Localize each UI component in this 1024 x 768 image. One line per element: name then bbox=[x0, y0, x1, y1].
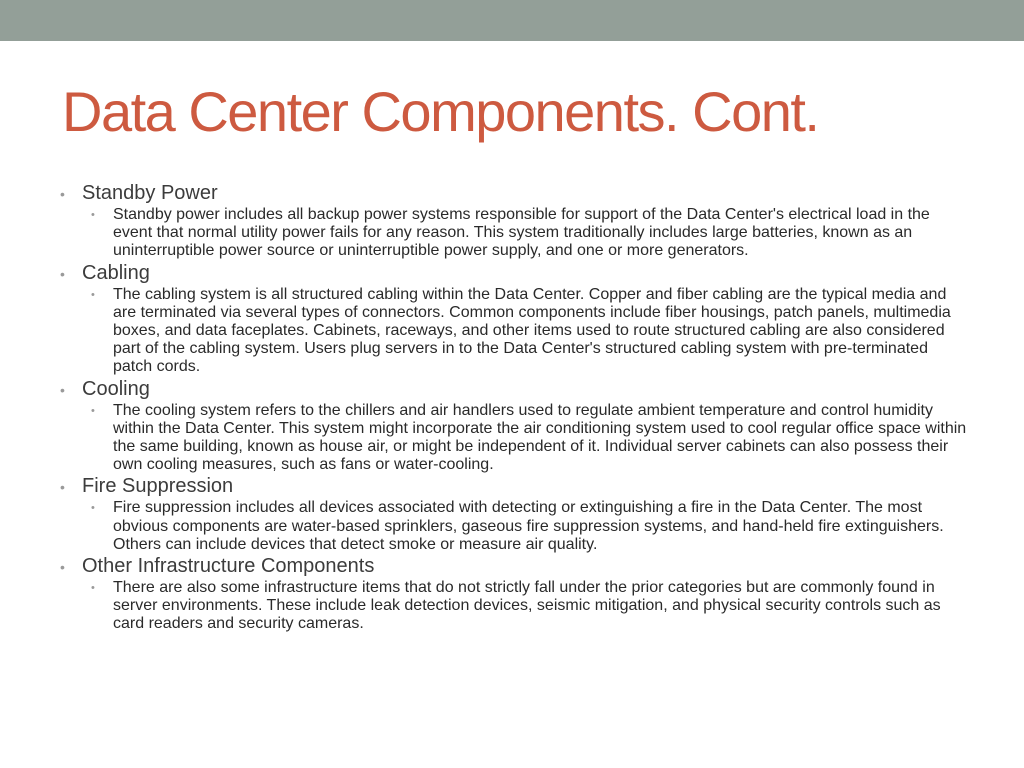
sub-bullet bbox=[82, 286, 970, 377]
sub-bullet bbox=[82, 402, 970, 475]
slide-title: Data Center Components. Cont. bbox=[62, 80, 819, 143]
bullet-label: Fire Suppression bbox=[82, 475, 234, 498]
bullet-dot-icon: • bbox=[60, 381, 65, 398]
sub-bullet bbox=[82, 579, 970, 634]
sub-bullet-list bbox=[82, 402, 970, 475]
bullet-label: Other Infrastructure Components bbox=[82, 555, 375, 578]
sub-bullet-dot-icon: • bbox=[91, 209, 95, 221]
bullet-label: Standby Power bbox=[82, 182, 218, 204]
sub-bullet-text: Fire suppression includes all devices associated with detecting or extinguishing a fire in the Data Center. The most obvious components are water-based sprinklers, gaseous fire suppression systems, and hand-held fire extinguishers. Others can include devices that detect smoke or measure air quality. bbox=[113, 499, 944, 553]
sub-bullet bbox=[82, 206, 970, 261]
bullet-standby-power bbox=[60, 181, 970, 261]
bullet-label: Cooling bbox=[82, 377, 150, 400]
sub-bullet-list bbox=[82, 286, 970, 377]
sub-bullet-list bbox=[82, 499, 970, 554]
sub-bullet bbox=[82, 499, 970, 554]
sub-bullet-text: The cooling system refers to the chillers and air handlers used to regulate ambient temperature and control humidity within the Data Center. This system might incorporate the air conditioning system used to cool regular office space within the same building, known as house air, or might be independent of it. Individual server cabinets can also possess their own cooling measures, such as fans or water-cooling. bbox=[113, 401, 967, 474]
sub-bullet-list bbox=[82, 579, 970, 634]
sub-bullet-list bbox=[82, 206, 970, 261]
slide-content-list bbox=[60, 181, 970, 634]
bullet-dot-icon: • bbox=[60, 186, 65, 202]
sub-bullet-dot-icon: • bbox=[91, 582, 95, 595]
bullet-dot-icon: • bbox=[60, 559, 65, 576]
sub-bullet-text: Standby power includes all backup power systems responsible for support of the Data Center's electrical load in the event that normal utility power fails for any reason. This system traditionally includes large batteries, known as an uninterruptible power source or uninterruptible power supply, and one or more generators. bbox=[113, 206, 930, 260]
bullet-dot-icon: • bbox=[60, 265, 65, 282]
bullet-label: Cabling bbox=[82, 261, 150, 284]
bullet-cabling bbox=[60, 261, 970, 377]
sub-bullet-dot-icon: • bbox=[91, 288, 95, 301]
top-header-band bbox=[0, 0, 1024, 41]
sub-bullet-dot-icon: • bbox=[91, 502, 95, 515]
sub-bullet-text: The cabling system is all structured cabling within the Data Center. Copper and fiber cabling are the typical media and are terminated via several types of connectors. Common components include fiber housings, patch panels, multimedia boxes, and data faceplates. Cabinets, raceways, and other items used to route structured cabling are also considered part of the cabling system. Users plug servers in to the Data Center's structured cabling system with pre-terminated patch cords. bbox=[113, 285, 951, 376]
bullet-cooling bbox=[60, 377, 970, 475]
bullet-dot-icon: • bbox=[60, 479, 65, 496]
sub-bullet-text: There are also some infrastructure items that do not strictly fall under the prior categories but are commonly found in server environments. These include leak detection devices, seismic mitigation, and physical security controls such as card readers and security cameras. bbox=[113, 579, 941, 633]
bullet-other-infrastructure bbox=[60, 554, 970, 634]
bullet-fire-suppression bbox=[60, 474, 970, 554]
sub-bullet-dot-icon: • bbox=[91, 404, 95, 417]
